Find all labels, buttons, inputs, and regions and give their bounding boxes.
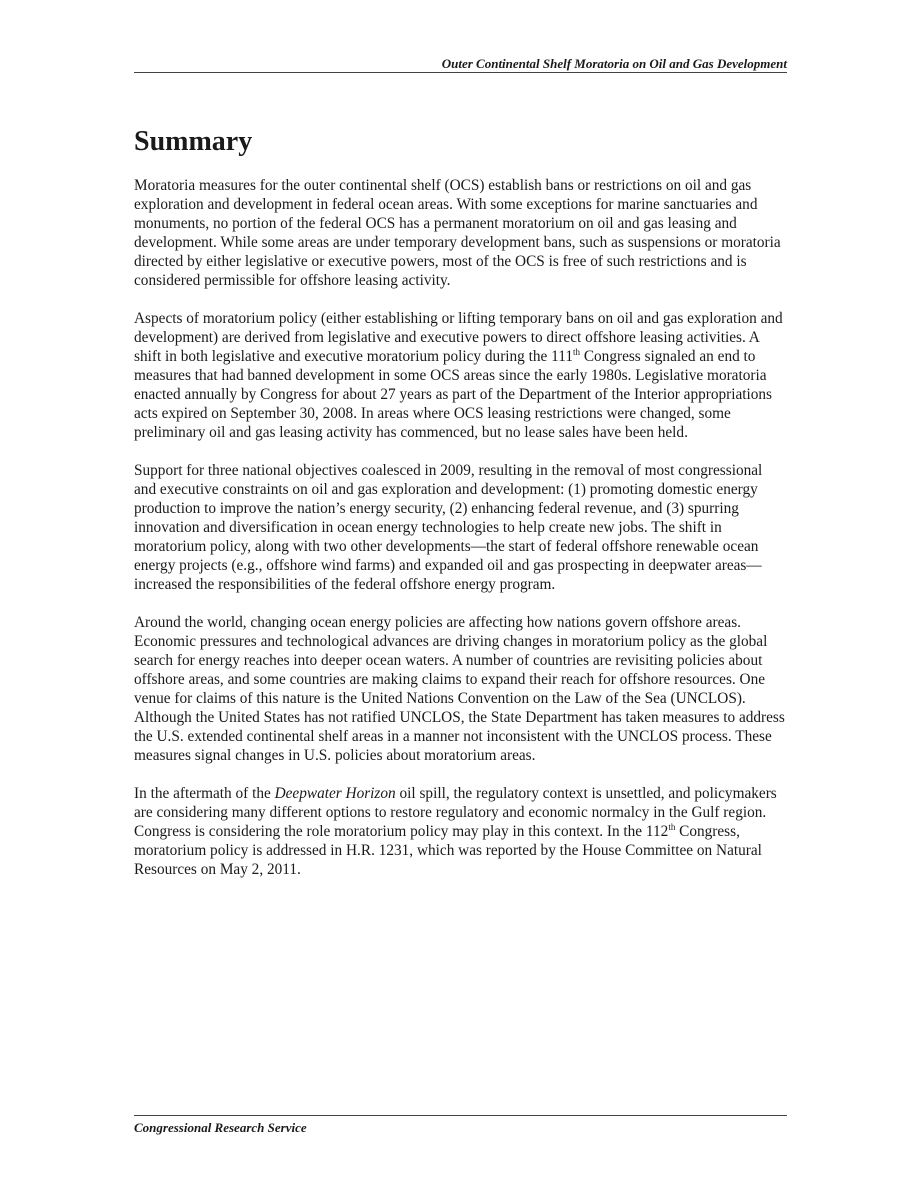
- running-header: Outer Continental Shelf Moratoria on Oil and Gas Development: [441, 56, 787, 71]
- paragraph-5-text-c: Congress, moratorium policy is addressed in H.R. 1231, which was reported by the House Committee on Natural Resources on May 2, 2011.: [134, 823, 762, 878]
- running-footer: Congressional Research Service: [134, 1120, 307, 1135]
- ordinal-superscript: th: [572, 346, 580, 357]
- paragraph-4: Around the world, changing ocean energy policies are affecting how nations govern offshore areas. Economic pressures and technological advances are driving changes in moratorium policy as the global search for energy reaches into deeper ocean waters. A number of countries are revisiting policies about offshore areas, and some countries are making claims to expand their reach for offshore resources. One venue for claims of this nature is the United Nations Convention on the Law of the Sea (UNCLOS). Although the United States has not ratified UNCLOS, the State Department has taken measures to address the U.S. extended continental shelf areas in a manner not inconsistent with the UNCLOS process. These measures signal changes in U.S. policies about moratorium areas.: [134, 614, 785, 764]
- paragraph-5-text-b: oil spill, the regulatory context is unsettled, and policymakers are considering many different options to restore regulatory and economic normalcy in the Gulf region. Congress is considering the role moratorium policy may play in this context. In the 112: [134, 785, 777, 840]
- ordinal-superscript: th: [668, 821, 676, 832]
- vessel-name-italic: Deepwater Horizon: [274, 785, 396, 802]
- paragraph-3: Support for three national objectives coalesced in 2009, resulting in the removal of most congressional and executive constraints on oil and gas exploration and development: (1) promoting domestic energy production to improve the nation’s energy security, (2) enhancing federal revenue, and (3) spurring innovation and diversification in ocean energy technologies to help create new jobs. The shift in moratorium policy, along with two other developments—the start of federal offshore renewable ocean energy projects (e.g., offshore wind farms) and expanded oil and gas prospecting in deepwater areas—increased the responsibilities of the federal offshore energy program.: [134, 462, 763, 593]
- page-title: Summary: [134, 126, 253, 157]
- paragraph-1: Moratoria measures for the outer continental shelf (OCS) establish bans or restrictions on oil and gas exploration and development in federal ocean areas. With some exceptions for marine sanctuaries and monuments, no portion of the federal OCS has a permanent moratorium on oil and gas leasing and development. While some areas are under temporary development bans, such as suspensions or moratoria directed by either legislative or executive powers, most of the OCS is free of such restrictions and is considered permissible for offshore leasing activity.: [134, 177, 781, 289]
- paragraph-2-text-a: Aspects of moratorium policy (either establishing or lifting temporary bans on oil and gas exploration and development) are derived from legislative and executive powers to direct offshore leasing activities. A shift in both legislative and executive moratorium policy during the 111: [134, 310, 783, 365]
- paragraph-2: [134, 309, 787, 442]
- paragraph-2-text-b: Congress signaled an end to measures that had banned development in some OCS areas since the early 1980s. Legislative moratoria enacted annually by Congress for about 27 years as part of the Department of the Interior appropriations acts expired on September 30, 2008. In areas where OCS leasing restrictions were changed, some preliminary oil and gas leasing activity has commenced, but no lease sales have been held.: [134, 348, 773, 441]
- summary-body: [134, 176, 787, 898]
- header-divider: [134, 72, 787, 73]
- paragraph-5: [134, 784, 787, 879]
- footer-divider: [134, 1115, 787, 1116]
- paragraph-5-text-a: In the aftermath of the: [134, 785, 275, 802]
